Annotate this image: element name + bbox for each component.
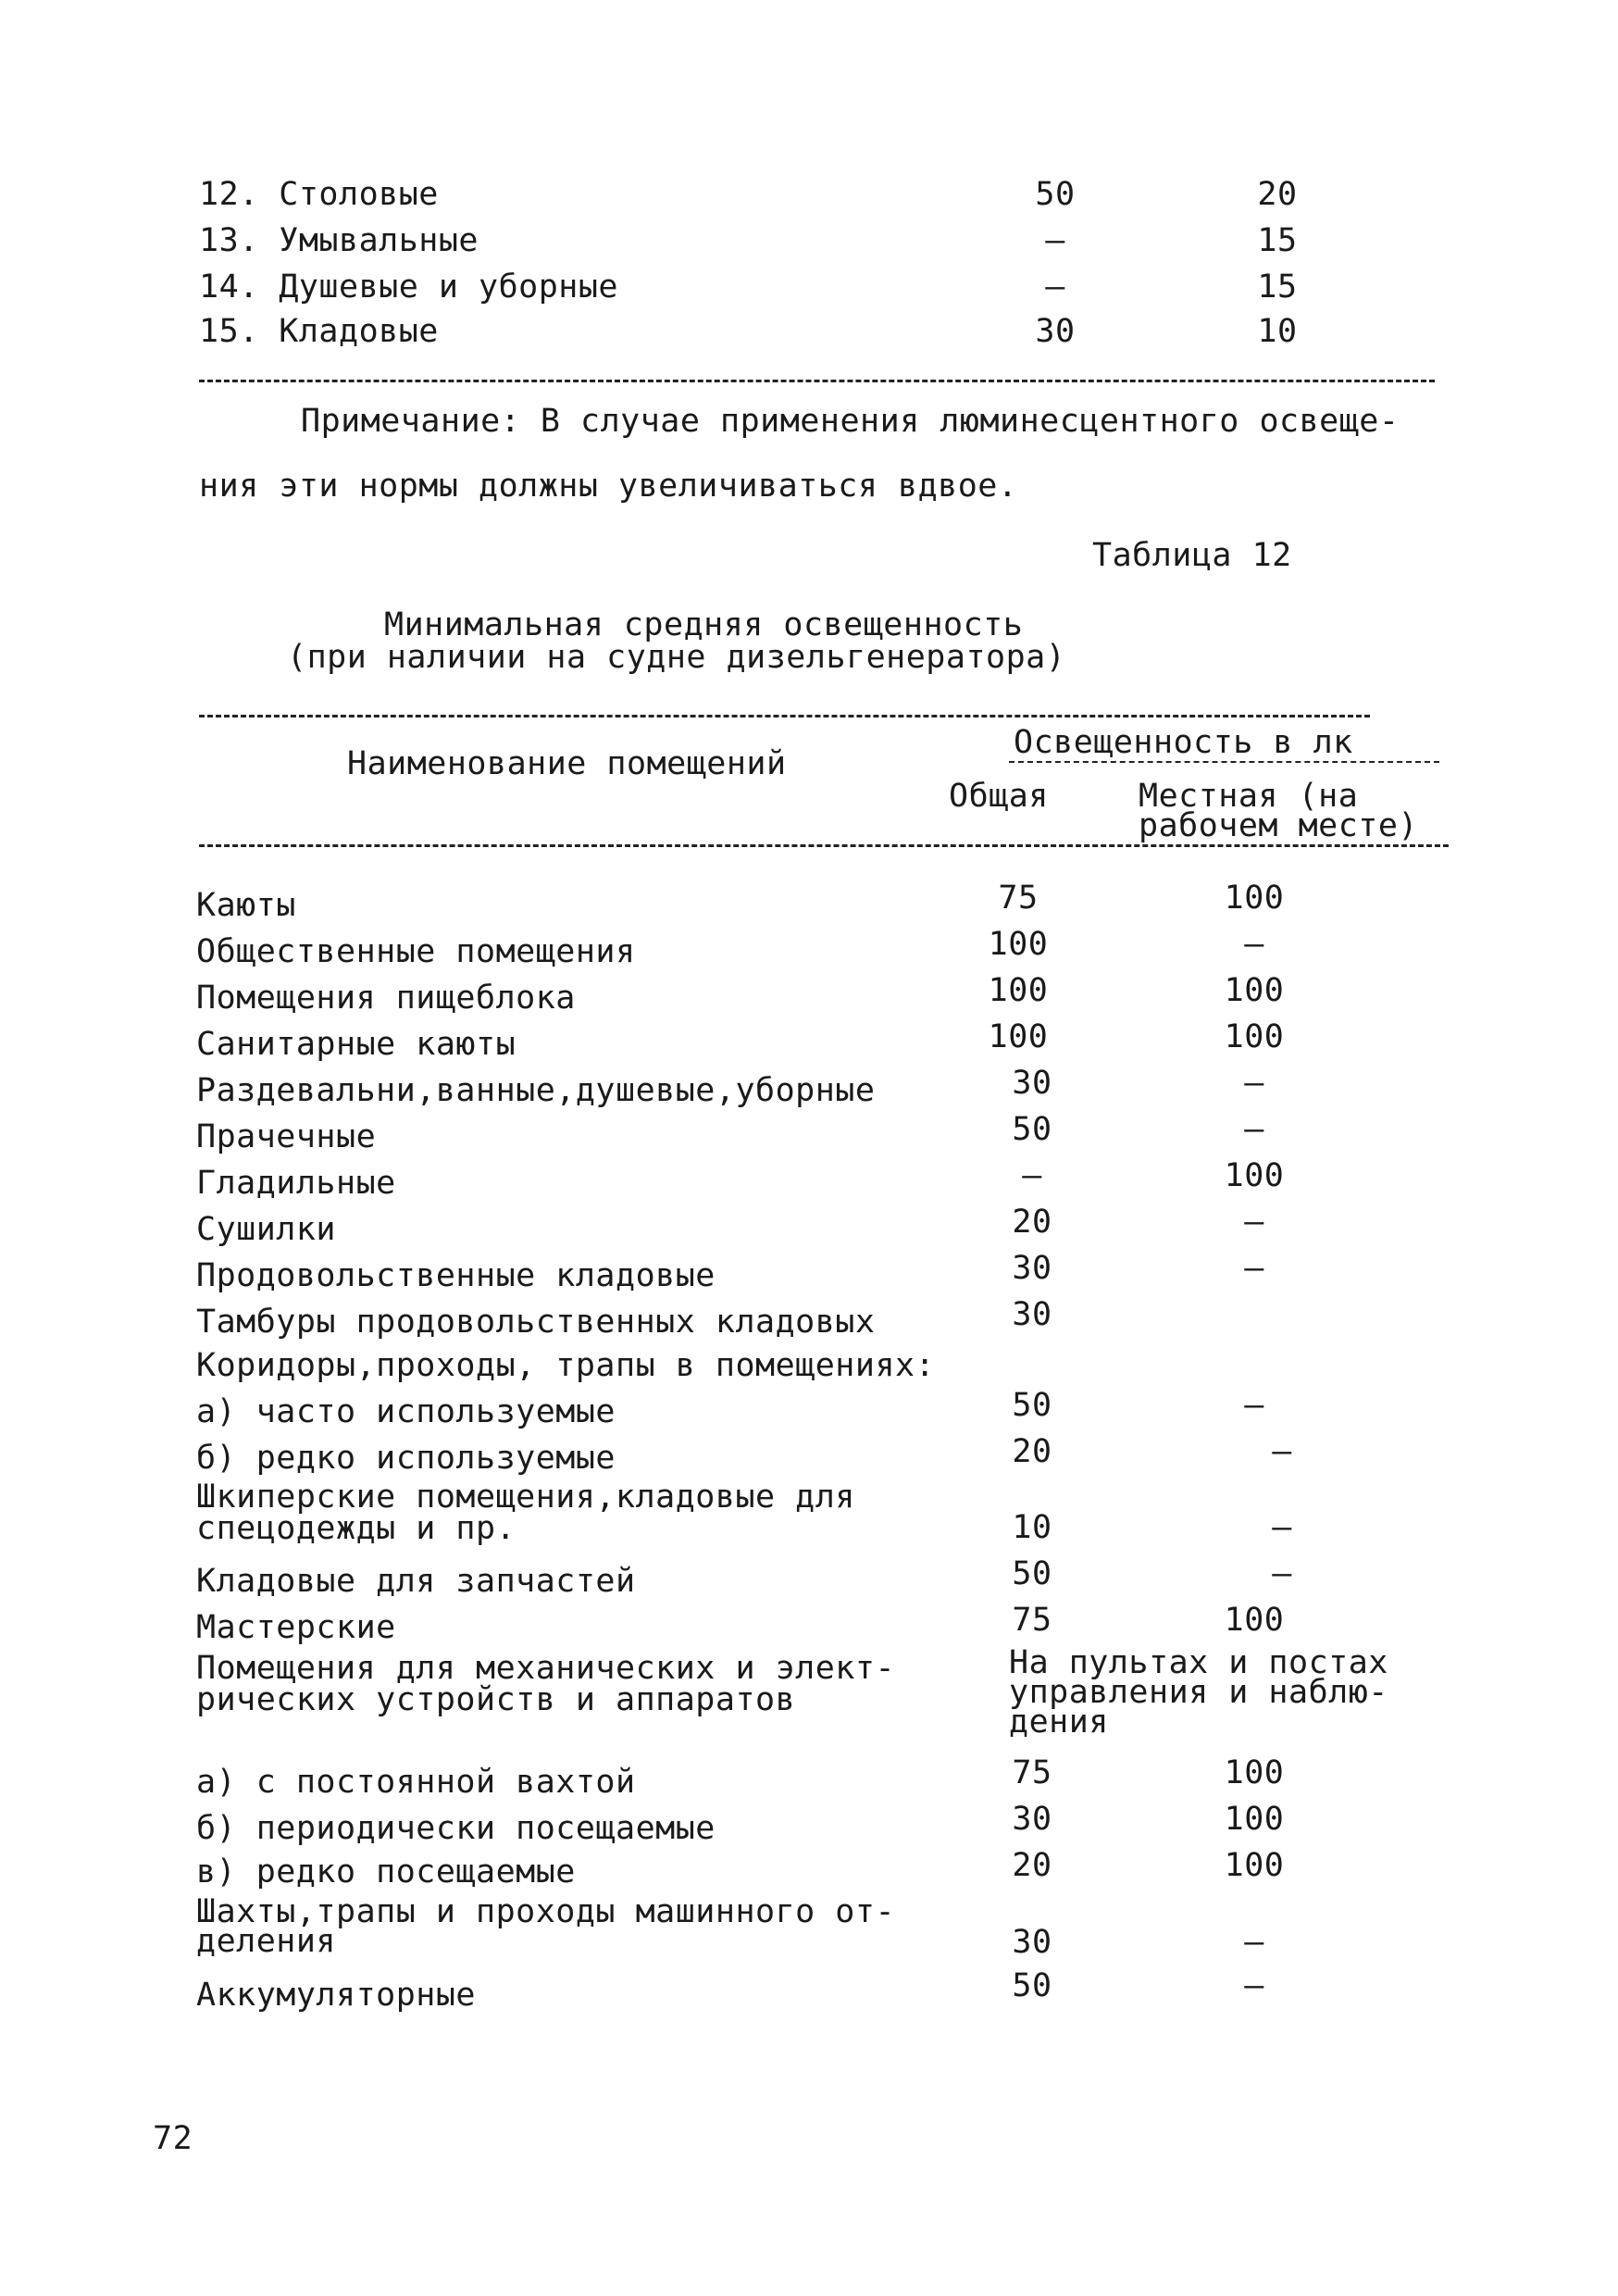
row-general: 50 [1012, 1555, 1052, 1592]
divider [199, 380, 1435, 382]
row-name: Мастерские [196, 1609, 396, 1646]
list-item-name: 13. Умывальные [199, 222, 479, 259]
list-item-general: – [1045, 268, 1065, 306]
list-item-name: 12. Столовые [199, 176, 439, 213]
row-local: – [1244, 1250, 1264, 1287]
list-item-general: 30 [1035, 313, 1076, 350]
row-general: 100 [988, 972, 1049, 1009]
row-name: Общественные помещения [196, 933, 636, 970]
row-local: 100 [1224, 972, 1285, 1009]
table-subtitle: (при наличии на судне дизельгенератора) [287, 639, 1066, 676]
row-name: Каюты [196, 887, 296, 924]
row-general: 50 [1012, 1111, 1052, 1148]
row-name: Раздевальни,ванные,душевые,уборные [196, 1072, 876, 1109]
row-name: Тамбуры продовольственных кладовых [196, 1304, 876, 1341]
note-line-2: ния эти нормы должны увеличиваться вдвое. [199, 468, 1018, 505]
row-name: б) периодически посещаемые [196, 1810, 716, 1847]
row-span-text: дения [1009, 1703, 1109, 1741]
row-general: 20 [1012, 1433, 1052, 1470]
row-general: 30 [1012, 1065, 1052, 1102]
row-name: Шахты,трапы и проходы машинного от- [196, 1893, 896, 1930]
table-number: Таблица 12 [1092, 537, 1292, 574]
row-general: 10 [1012, 1509, 1052, 1546]
row-local: – [1272, 1509, 1292, 1546]
row-general: 30 [1012, 1296, 1052, 1333]
row-general: 20 [1012, 1204, 1052, 1241]
header-group: Освещенность в лк [1014, 724, 1353, 761]
row-local: – [1244, 1967, 1264, 2004]
header-group-rule [1009, 761, 1439, 763]
row-local: – [1244, 1065, 1264, 1102]
row-local: – [1244, 926, 1264, 963]
row-general: 75 [1012, 1602, 1052, 1639]
row-general: 75 [1012, 1754, 1052, 1791]
row-name: Шкиперские помещения,кладовые для [196, 1479, 855, 1516]
list-item-local: 15 [1257, 222, 1298, 259]
row-local: – [1244, 1924, 1264, 1961]
row-general: 100 [988, 926, 1049, 963]
row-general: 20 [1012, 1847, 1052, 1884]
row-name: Прачечные [196, 1118, 377, 1155]
row-span-text: На пультах и постах [1009, 1644, 1388, 1681]
list-item-name: 14. Душевые и уборные [199, 268, 619, 306]
header-bottom-rule [199, 844, 1449, 847]
header-top-rule [199, 715, 1370, 718]
row-name: Помещения для механических и элект- [196, 1650, 896, 1687]
row-local: – [1244, 1111, 1264, 1148]
row-local: – [1272, 1555, 1292, 1592]
row-general: 30 [1012, 1801, 1052, 1838]
row-general: 30 [1012, 1924, 1052, 1961]
row-name: Аккумуляторные [196, 1977, 477, 2014]
header-local-1: Местная (на [1139, 778, 1359, 815]
row-name-cont: рических устройств и аппаратов [196, 1681, 796, 1718]
header-general: Общая [949, 778, 1049, 815]
row-name: а) с постоянной вахтой [196, 1764, 636, 1801]
list-item-local: 15 [1257, 268, 1298, 306]
row-local: 100 [1224, 1801, 1285, 1838]
row-local: 100 [1224, 1157, 1285, 1194]
row-span-text: управления и наблю- [1009, 1674, 1388, 1711]
row-local: 100 [1224, 1602, 1285, 1639]
row-name: в) редко посещаемые [196, 1853, 576, 1890]
row-local: – [1244, 1204, 1264, 1241]
list-item-general: 50 [1035, 176, 1076, 213]
row-name: Сушилки [196, 1211, 337, 1248]
row-name-cont: деления [196, 1923, 337, 1960]
row-general: 50 [1012, 1387, 1052, 1424]
header-local-2: рабочем месте) [1139, 807, 1419, 844]
row-local: 100 [1224, 1018, 1285, 1055]
row-general: 100 [988, 1018, 1049, 1055]
row-name: Санитарные каюты [196, 1026, 517, 1063]
list-item-local: 10 [1257, 313, 1298, 350]
row-general: 50 [1012, 1967, 1052, 2004]
table-title: Минимальная средняя освещенность [384, 606, 1024, 643]
row-local: 100 [1224, 1847, 1285, 1884]
row-local: 100 [1224, 1754, 1285, 1791]
list-item-general: – [1045, 222, 1065, 259]
row-name-cont: спецодежды и пр. [196, 1510, 517, 1547]
row-local: 100 [1224, 880, 1285, 917]
row-local: – [1244, 1387, 1264, 1424]
row-general: 30 [1012, 1250, 1052, 1287]
row-name: б) редко используемые [196, 1440, 616, 1477]
row-name: Гладильные [196, 1165, 396, 1202]
header-name-column: Наименование помещений [347, 745, 787, 782]
list-item-local: 20 [1257, 176, 1298, 213]
row-name: а) часто используемые [196, 1393, 616, 1430]
row-general: 75 [998, 880, 1039, 917]
row-general: – [1022, 1157, 1042, 1194]
row-name: Кладовые для запчастей [196, 1563, 636, 1600]
row-name: Помещения пищеблока [196, 980, 576, 1017]
row-name: Продовольственные кладовые [196, 1257, 716, 1294]
row-local: – [1272, 1433, 1292, 1470]
page-number: 72 [153, 2120, 193, 2157]
note-line-1: Примечание: В случае применения люминесцентного освеще- [301, 403, 1400, 440]
list-item-name: 15. Кладовые [199, 313, 439, 350]
row-name: Коридоры,проходы, трапы в помещениях: [196, 1347, 936, 1384]
